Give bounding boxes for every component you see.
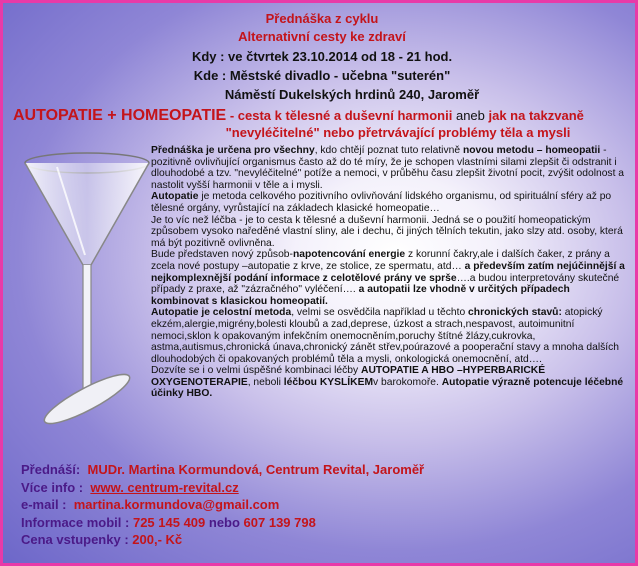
description-paragraph-2: Autopatie je metoda celkového pozitivního ovlivňování lidského organismu, od spirituální sféry až po tělesné orgány, vyrůstající na základech klasické homeopatie… [151, 191, 612, 214]
topic-subtitle-d: "nevyléčitelné" nebo přetrvávající problémy těla a mysli [225, 125, 571, 140]
topic-heading [13, 107, 633, 141]
lecturer-name: MUDr. Martina Kormundová, Centrum Revital, Jaroměř [87, 462, 425, 477]
phone-number-2: 607 139 798 [243, 514, 316, 530]
lecturer-row [21, 461, 631, 479]
topic-subtitle-c: jak na takzvaně [484, 108, 584, 123]
description-paragraph-4: Bude představen nový způsob-napotencování energie z korunní čakry,ale i dalších čaker, z prány a zcela nové postupy –autopatie z krve, ze stolice, ze spermatu, atd… a především zatím nejúčinnější a nejkomplexnější podání informace z celotělové prány ve spršе….a budou interpretovány skutečné případy z praxe, až "zázračného" vyléčení…. a autopatii lze vhodně v určitých případech kombinovat s klasickou homeopatií. [151, 249, 625, 307]
info-row [21, 479, 631, 497]
email-label: e-mail : [21, 497, 67, 512]
event-date: Kdy : ve čtvrtek 23.10.2014 od 18 - 21 hod. [191, 49, 453, 64]
phone-label: Informace mobil : [21, 514, 133, 530]
email-row [21, 496, 631, 514]
topic-subtitle-a: - cesta k tělesné a duševní harmonii [226, 108, 456, 123]
description-paragraph-6: Dozvíte se i o velmi úspěšné kombinaci léčby AUTOPATIE A HBO –HYPERBARICKÉ OXYGENOTERAPIE, neboli léčbou KYSLÍKEMv barokomoře. Autopatie výrazně potencuje léčebné účinky HBO. [151, 365, 624, 400]
price-value: 200,- Kč [132, 532, 183, 547]
phone-number-1: 725 145 409 [132, 514, 206, 530]
description-paragraph-3: Je to víc než léčba - je to cesta k tělesné a duševní harmonii. Jedná se o použití homeopatickým způsobem vysoko naředěné vlastní sliny, ale i dechu, či jiných tělních tekutin, jako slzy atd. osoby, která má být pozitivně ovlivněna. [151, 214, 623, 249]
event-venue: Kde : Městské divadlo - učebna "suterén" [193, 68, 451, 83]
info-label: Více info : [21, 479, 84, 495]
email-address[interactable]: martina.kormundova@gmail.com [73, 497, 280, 512]
price-row [21, 531, 631, 549]
phone-separator: nebo [205, 514, 244, 530]
phone-row [21, 514, 631, 532]
description-paragraph-5: Autopatie je celostní metoda, velmi se osvědčila například u těchto chronických stavů: atopický ekzém,alergie,migrény,bolesti kloubů a zad,deprese, úzkost a strach,nespavost, autoimunitní nemoci,sklon k opakovaným infekčním onemocněním,poruchy štítné žlázy,cukrovka, astma,autismus,chronická únava,chronický zánět střev,poúrazové a pooperační stavy a mnoha dalších dlouhodobých či opakovaných problémů těla a mysli, onkologická onemocnění, atd…. [151, 307, 619, 365]
description-paragraph-1: Přednáška je určena pro všechny, kdo chtějí poznat tuto relativně novou metodu – homeopatii - pozitivně ovlivňující organismus často až do té míry, že je schopen vlastními silami zlepšit či odstranit i dlouhodobé a tzv. "nevyléčitelné" potíže a nemoci, v průběhu času zlepšit životní pocit, zvýšit odolnost a nastolit vyšší harmonii v těle a i mysli. [151, 145, 625, 191]
series-title: Přednáška z cyklu [265, 11, 379, 26]
price-label: Cena vstupenky : [21, 532, 133, 547]
lecturer-label: Přednáší: [21, 462, 81, 477]
topic-subtitle-b: aneb [455, 108, 485, 123]
website-link[interactable]: www. centrum-revital.cz [90, 479, 239, 495]
series-name: Alternativní cesty ke zdraví [238, 29, 406, 44]
event-address: Náměstí Dukelských hrdinů 240, Jaroměř [224, 87, 480, 102]
lecture-description [151, 145, 629, 400]
contact-footer [21, 461, 631, 549]
topic-title: AUTOPATIE + HOMEOPATIE [13, 107, 227, 124]
martini-glass-image [17, 145, 157, 445]
